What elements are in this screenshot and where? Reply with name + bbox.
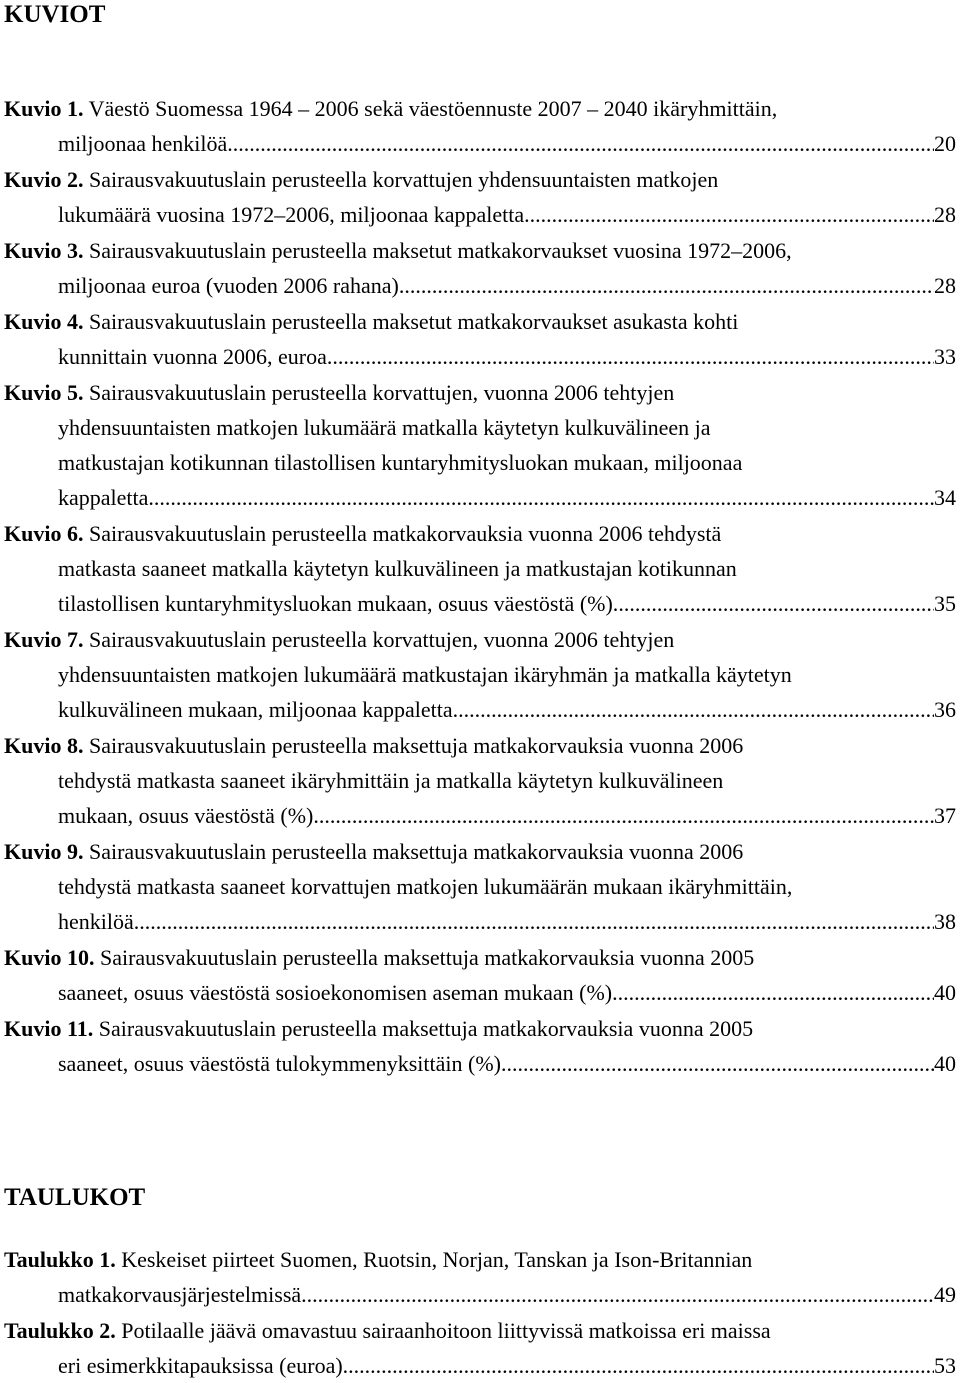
entry-label: Taulukko 1. [4, 1247, 116, 1272]
dot-leader [233, 126, 934, 161]
entry-page-number[interactable]: 28 [934, 202, 956, 227]
entry-page-number[interactable]: 40 [934, 1051, 956, 1076]
entry-title-end: henkilöä. [58, 909, 140, 934]
entry-title-end: kunnittain vuonna 2006, euroa [58, 344, 327, 369]
entry-label: Kuvio 10. [4, 945, 95, 970]
entry-page-number[interactable]: 49 [934, 1282, 956, 1307]
entry-title-end: eri esimerkkitapauksissa (euroa) [58, 1353, 343, 1378]
entry-title-continuation: yhdensuuntaisten matkojen lukumäärä matkalla käytetyn kulkuvälineen ja [58, 415, 711, 440]
entry-title-start: Keskeiset piirteet Suomen, Ruotsin, Norjan, Tanskan ja Ison-Britannian [121, 1247, 753, 1272]
figures-heading: KUVIOT [4, 1, 106, 28]
figure-entry[interactable] [4, 91, 956, 161]
entry-title-start: Sairausvakuutuslain perusteella matkakorvauksia vuonna 2006 tehdystä [88, 521, 722, 546]
entry-title-start: Sairausvakuutuslain perusteella korvattujen yhdensuuntaisten matkojen [88, 167, 719, 192]
dot-leader [506, 1046, 934, 1081]
entry-first-line [4, 304, 956, 339]
entry-title-start: Sairausvakuutuslain perusteella maksettuja matkakorvauksia vuonna 2006 [88, 839, 744, 864]
entry-last-line [4, 904, 956, 939]
entry-title-end: tilastollisen kuntaryhmitysluokan mukaan, osuus väestöstä (%). [58, 591, 619, 616]
entry-last-line [4, 798, 956, 833]
entry-title-start: Sairausvakuutuslain perusteella maksetut matkakorvaukset asukasta kohti [88, 309, 739, 334]
entry-title-continuation: tehdystä matkasta saaneet korvattujen matkojen lukumäärän mukaan ikäryhmittäin, [58, 874, 793, 899]
entry-first-line [4, 162, 956, 197]
entry-title-continuation: tehdystä matkasta saaneet ikäryhmittäin ja matkalla käytetyn kulkuvälineen [58, 768, 724, 793]
entry-label: Kuvio 8. [4, 733, 84, 758]
entry-label: Kuvio 9. [4, 839, 84, 864]
figure-entry[interactable] [4, 622, 956, 727]
figure-entry[interactable] [4, 162, 956, 232]
entry-continuation-line [4, 551, 956, 586]
entry-title-end: saaneet, osuus väestöstä sosioekonomisen aseman mukaan (%) [58, 980, 613, 1005]
entry-title-start: Sairausvakuutuslain perusteella korvattujen, vuonna 2006 tehtyjen [88, 380, 675, 405]
table-entry[interactable] [4, 1242, 956, 1312]
entry-page-number[interactable]: 38 [934, 909, 956, 934]
dot-leader [154, 480, 934, 515]
figure-entry[interactable] [4, 1011, 956, 1081]
entry-title-end: kulkuvälineen mukaan, miljoonaa kappaletta [58, 697, 453, 722]
entry-label: Kuvio 2. [4, 167, 84, 192]
entry-page-number[interactable]: 36 [934, 697, 956, 722]
entry-first-line [4, 233, 956, 268]
entry-page-number[interactable]: 35 [934, 591, 956, 616]
dot-leader [453, 692, 934, 727]
dot-leader [404, 268, 934, 303]
table-entry[interactable] [4, 1313, 956, 1383]
figure-entry[interactable] [4, 728, 956, 833]
entry-first-line [4, 834, 956, 869]
entry-title-end: lukumäärä vuosina 1972–2006, miljoonaa kappaletta. [58, 202, 530, 227]
entry-label: Kuvio 4. [4, 309, 84, 334]
entry-title-continuation: yhdensuuntaisten matkojen lukumäärä matkustajan ikäryhmän ja matkalla käytetyn [58, 662, 792, 687]
entry-page-number[interactable]: 37 [934, 803, 956, 828]
entry-first-line [4, 1313, 956, 1348]
figure-entry[interactable] [4, 516, 956, 621]
entry-page-number[interactable]: 28 [934, 273, 956, 298]
entry-title-end: miljoonaa henkilöä. [58, 131, 233, 156]
dot-leader [530, 197, 934, 232]
entry-first-line [4, 91, 956, 126]
entry-first-line [4, 728, 956, 763]
entry-continuation-line [4, 445, 956, 480]
entry-title-end: kappaletta. [58, 485, 154, 510]
entry-continuation-line [4, 410, 956, 445]
figure-entry[interactable] [4, 834, 956, 939]
figure-entry[interactable] [4, 233, 956, 303]
entry-title-start: Sairausvakuutuslain perusteella maksettuja matkakorvauksia vuonna 2005 [99, 945, 755, 970]
entry-last-line [4, 586, 956, 621]
entry-title-start: Väestö Suomessa 1964 – 2006 sekä väestöennuste 2007 – 2040 ikäryhmittäin, [88, 96, 778, 121]
entry-last-line [4, 1277, 956, 1312]
tables-heading: TAULUKOT [4, 1184, 146, 1211]
entry-first-line [4, 622, 956, 657]
entry-last-line [4, 1046, 956, 1081]
figure-entry[interactable] [4, 375, 956, 515]
entry-title-continuation: matkasta saaneet matkalla käytetyn kulkuvälineen ja matkustajan kotikunnan [58, 556, 737, 581]
figure-entry[interactable] [4, 940, 956, 1010]
dot-leader [343, 1348, 934, 1383]
entry-last-line [4, 339, 956, 374]
entry-title-start: Sairausvakuutuslain perusteella maksetut matkakorvaukset vuosina 1972–2006, [88, 238, 792, 263]
entry-first-line [4, 940, 956, 975]
entry-title-start: Potilaalle jäävä omavastuu sairaanhoitoon liittyvissä matkoissa eri maissa [121, 1318, 771, 1343]
entry-last-line [4, 197, 956, 232]
entry-first-line [4, 1242, 956, 1277]
entry-first-line [4, 516, 956, 551]
entry-page-number[interactable]: 40 [934, 980, 956, 1005]
entry-label: Kuvio 5. [4, 380, 84, 405]
dot-leader [618, 586, 934, 621]
figure-entry[interactable] [4, 304, 956, 374]
entry-label: Kuvio 6. [4, 521, 84, 546]
entry-continuation-line [4, 869, 956, 904]
entry-label: Kuvio 3. [4, 238, 84, 263]
entry-title-end: saaneet, osuus väestöstä tulokymmenyksittäin (%). [58, 1051, 507, 1076]
entry-page-number[interactable]: 34 [934, 485, 956, 510]
entry-label: Kuvio 1. [4, 96, 84, 121]
entry-last-line [4, 480, 956, 515]
dot-leader [139, 904, 934, 939]
entry-last-line [4, 692, 956, 727]
dot-leader [327, 339, 934, 374]
entry-continuation-line [4, 763, 956, 798]
entry-label: Kuvio 11. [4, 1016, 94, 1041]
entry-title-start: Sairausvakuutuslain perusteella korvattujen, vuonna 2006 tehtyjen [88, 627, 675, 652]
entry-title-end: matkakorvausjärjestelmissä. [58, 1282, 307, 1307]
entry-title-continuation: matkustajan kotikunnan tilastollisen kuntaryhmitysluokan mukaan, miljoonaa [58, 450, 743, 475]
entry-page-number[interactable]: 53 [934, 1353, 956, 1378]
entry-label: Taulukko 2. [4, 1318, 116, 1343]
entry-last-line [4, 1348, 956, 1383]
entry-page-number[interactable]: 20 [934, 131, 956, 156]
entry-last-line [4, 975, 956, 1010]
entry-first-line [4, 375, 956, 410]
entry-title-end: miljoonaa euroa (vuoden 2006 rahana). [58, 273, 405, 298]
entry-title-start: Sairausvakuutuslain perusteella maksettuja matkakorvauksia vuonna 2006 [88, 733, 744, 758]
entry-last-line [4, 268, 956, 303]
entry-label: Kuvio 7. [4, 627, 84, 652]
entry-continuation-line [4, 657, 956, 692]
entry-last-line [4, 126, 956, 161]
entry-title-start: Sairausvakuutuslain perusteella maksettuja matkakorvauksia vuonna 2005 [98, 1016, 754, 1041]
entry-page-number[interactable]: 33 [934, 344, 956, 369]
entry-first-line [4, 1011, 956, 1046]
entry-title-end: mukaan, osuus väestöstä (%). [58, 803, 319, 828]
dot-leader [319, 798, 934, 833]
dot-leader [612, 975, 934, 1010]
dot-leader [307, 1277, 934, 1312]
